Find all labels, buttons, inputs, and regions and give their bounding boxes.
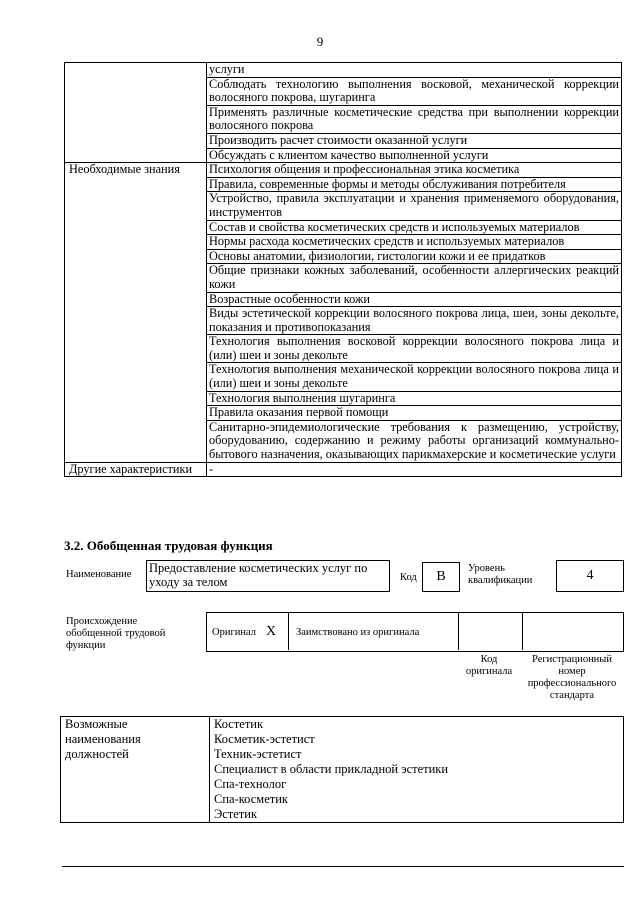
list-item: Спа-технолог bbox=[214, 777, 287, 791]
skills-knowledge-table bbox=[64, 62, 622, 477]
table-row: Основы анатомии, физиологии, гистологии кожи и ее придатков bbox=[207, 249, 622, 264]
name-label: Наименование bbox=[66, 569, 132, 580]
original-label: Оригинал bbox=[212, 627, 256, 638]
table-row: Санитарно-эпидемиологические требования к размещению, устройству, оборудованию, содержанию и режиму работы организаций коммунально-бытового назначения, оказывающих парикмахерские и косметические услуги bbox=[207, 420, 622, 462]
code-value-box: B bbox=[422, 562, 460, 592]
other-characteristics-value: - bbox=[207, 462, 622, 477]
table-row: Состав и свойства косметических средств и используемых материалов bbox=[207, 220, 622, 235]
origin-divider bbox=[458, 612, 459, 650]
positions-table bbox=[60, 716, 624, 823]
positions-label: Возможные наименования должностей bbox=[61, 717, 210, 823]
table-row: услуги bbox=[207, 63, 622, 78]
table-row: Правила, современные формы и методы обслуживания потребителя bbox=[207, 177, 622, 192]
table-row: Общие признаки кожных заболеваний, особенности аллергических реакций кожи bbox=[207, 264, 622, 292]
borrowed-label: Заимствовано из оригинала bbox=[296, 627, 420, 638]
code-label: Код bbox=[400, 572, 417, 583]
table-row: Соблюдать технологию выполнения восковой, механической коррекции волосяного покрова, шугаринга bbox=[207, 77, 622, 105]
table-row: Правила оказания первой помощи bbox=[207, 406, 622, 421]
list-item: Косметик-эстетист bbox=[214, 732, 315, 746]
reg-number-caption: Регистрационный номер профессионального стандарта bbox=[527, 654, 617, 701]
list-item: Эстетик bbox=[214, 807, 258, 821]
table-row: Технология выполнения механической коррекции волосяного покрова лица и (или) шеи и зоны декольте bbox=[207, 363, 622, 391]
list-item: Костетик bbox=[214, 717, 264, 731]
list-item: Спа-косметик bbox=[214, 792, 288, 806]
table-row: Производить расчет стоимости оказанной услуги bbox=[207, 133, 622, 148]
table-row: Виды эстетической коррекции волосяного покрова лица, шеи, зоны декольте, показания и противопоказания bbox=[207, 307, 622, 335]
origin-label: Происхождение обобщенной трудовой функции bbox=[66, 616, 166, 651]
original-mark: X bbox=[266, 624, 277, 639]
footer-divider bbox=[62, 866, 624, 867]
table-row: Устройство, правила эксплуатации и хранения применяемого оборудования, инструментов bbox=[207, 192, 622, 220]
origin-divider bbox=[522, 612, 523, 650]
function-name-box: Предоставление косметических услуг по уходу за телом bbox=[146, 560, 390, 592]
skills-label-cell bbox=[65, 63, 207, 163]
table-row: Технология выполнения шугаринга bbox=[207, 391, 622, 406]
code-original-caption: Код оригинала bbox=[465, 654, 513, 677]
page-number: 9 bbox=[316, 34, 324, 49]
origin-divider bbox=[288, 612, 289, 650]
list-item: Техник-эстетист bbox=[214, 747, 302, 761]
table-row: Технология выполнения восковой коррекции волосяного покрова лица и (или) шеи и зоны декольте bbox=[207, 335, 622, 363]
table-row: Возрастные особенности кожи bbox=[207, 292, 622, 307]
other-characteristics-label: Другие характеристики bbox=[65, 462, 207, 477]
table-row: Обсуждать с клиентом качество выполненной услуги bbox=[207, 148, 622, 163]
level-value-box: 4 bbox=[556, 560, 624, 592]
table-row: Нормы расхода косметических средств и используемых материалов bbox=[207, 235, 622, 250]
level-label: Уровень квалификации bbox=[468, 563, 533, 586]
table-row: Психология общения и профессиональная этика косметика bbox=[207, 163, 622, 178]
list-item: Специалист в области прикладной эстетики bbox=[214, 762, 449, 776]
positions-list bbox=[210, 717, 624, 823]
table-row: Применять различные косметические средства при выполнении коррекции волосяного покрова bbox=[207, 105, 622, 133]
section-heading: 3.2. Обобщенная трудовая функция bbox=[64, 538, 273, 553]
knowledge-label: Необходимые знания bbox=[65, 163, 207, 462]
